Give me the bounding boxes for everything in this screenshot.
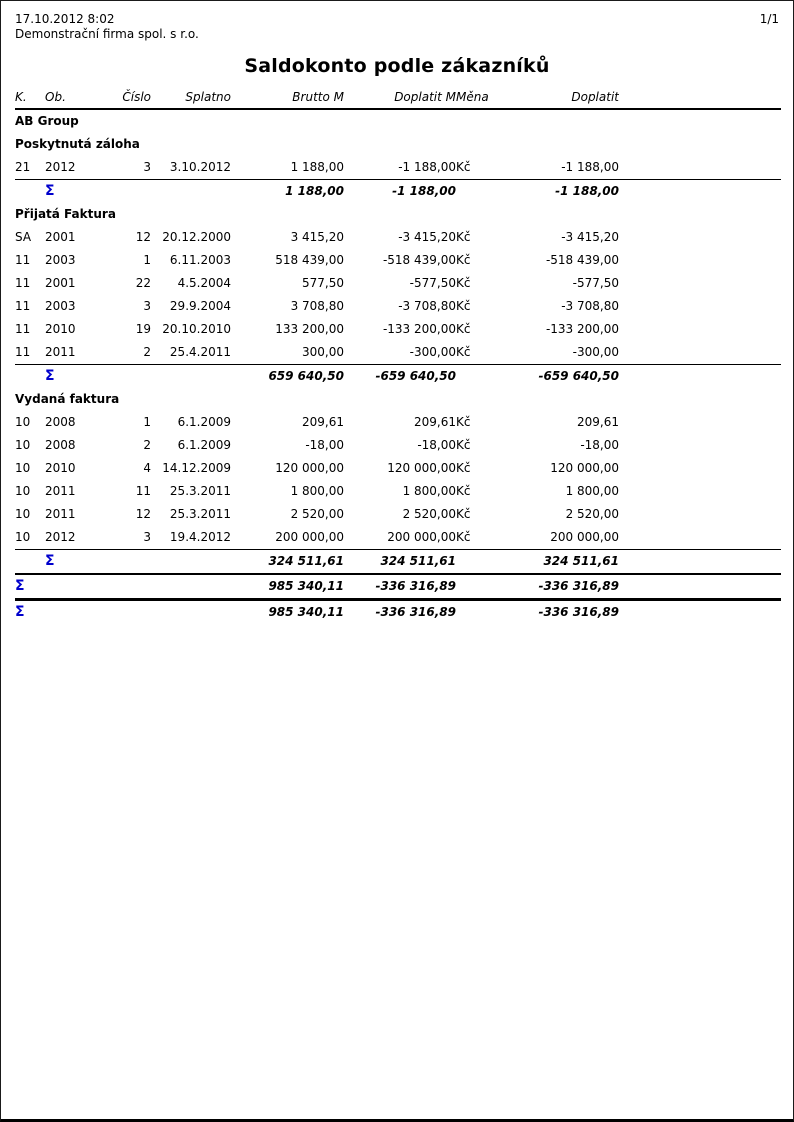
column-header-k: K.	[15, 88, 45, 109]
cell-k: 11	[15, 299, 31, 313]
section-sum-row	[15, 365, 781, 389]
sum-cell-mena	[456, 574, 511, 600]
cell-ob: 2011	[45, 507, 76, 521]
cell-mena: Kč	[456, 530, 471, 544]
table-header	[15, 88, 781, 109]
cell-brutto-m: 577,50	[302, 276, 344, 290]
header-row	[15, 88, 781, 109]
cell-mena: Kč	[456, 276, 471, 290]
cell-k: 10	[15, 530, 31, 544]
column-header-doplatit-m: Doplatit M	[344, 88, 456, 109]
cell-splatno: 19.4.2012	[169, 530, 231, 544]
cell-filler	[619, 526, 781, 550]
table-row	[15, 526, 781, 550]
cell-brutto-m: 518 439,00	[275, 253, 344, 267]
sum-cell-ob	[45, 574, 87, 600]
cell-brutto-m: 200 000,00	[275, 530, 344, 544]
cell-k: 11	[15, 253, 31, 267]
cell-brutto-m: 1 800,00	[290, 484, 344, 498]
cell-brutto-m: 209,61	[302, 415, 344, 429]
sum-cell-filler	[619, 180, 781, 204]
sum-cell-cislo	[87, 550, 151, 575]
cell-filler	[619, 503, 781, 526]
cell-brutto-m: 3 708,80	[290, 299, 344, 313]
cell-k: 10	[15, 507, 31, 521]
cell-brutto-m: 3 415,20	[290, 230, 344, 244]
table-row	[15, 341, 781, 365]
cell-k: 10	[15, 415, 31, 429]
table-body	[15, 109, 781, 624]
cell-cislo: 2	[143, 438, 151, 452]
sum-cell-ob	[45, 365, 87, 389]
sum-cell-mena	[456, 365, 511, 389]
sum-cell-mena	[456, 180, 511, 204]
cell-doplatit-m: -518 439,00	[382, 253, 456, 267]
sum-cell-ob	[45, 600, 87, 625]
sum-cell-brutto-m: 659 640,50	[231, 365, 344, 389]
cell-splatno: 6.11.2003	[169, 253, 231, 267]
sum-cell-ob	[45, 550, 87, 575]
cell-filler	[619, 226, 781, 249]
table-row	[15, 295, 781, 318]
cell-cislo: 22	[135, 276, 151, 290]
cell-k: 10	[15, 461, 31, 475]
cell-ob: 2010	[45, 322, 76, 336]
cell-k: 10	[15, 438, 31, 452]
sum-cell-doplatit: -336 316,89	[511, 600, 619, 625]
cell-mena: Kč	[456, 230, 471, 244]
cell-filler	[619, 318, 781, 341]
table-row	[15, 226, 781, 249]
cell-mena: Kč	[456, 322, 471, 336]
sum-sigma-icon: Σ	[45, 183, 55, 199]
cell-k: 11	[15, 345, 31, 359]
table-row	[15, 318, 781, 341]
sum-cell-cislo	[87, 180, 151, 204]
sum-cell-cislo	[87, 600, 151, 625]
cell-splatno: 6.1.2009	[177, 438, 231, 452]
sum-cell-k	[15, 180, 45, 204]
cell-k: 10	[15, 484, 31, 498]
sum-cell-k	[15, 550, 45, 575]
section-heading-row	[15, 388, 781, 411]
sum-cell-doplatit: -336 316,89	[511, 574, 619, 600]
cell-brutto-m: 120 000,00	[275, 461, 344, 475]
cell-doplatit-m: -18,00	[417, 438, 456, 452]
cell-cislo: 12	[135, 230, 151, 244]
sum-cell-mena	[456, 600, 511, 625]
cell-brutto-m: 1 188,00	[290, 160, 344, 174]
sum-cell-doplatit-m: -336 316,89	[344, 574, 456, 600]
sum-cell-ob	[45, 180, 87, 204]
cell-filler	[619, 434, 781, 457]
cell-cislo: 3	[143, 160, 151, 174]
cell-doplatit-m: 209,61	[414, 415, 456, 429]
cell-mena: Kč	[456, 415, 471, 429]
sum-cell-doplatit-m: 324 511,61	[344, 550, 456, 575]
column-header-splatno: Splatno	[151, 88, 231, 109]
sum-cell-splatno	[151, 574, 231, 600]
cell-cislo: 12	[135, 507, 151, 521]
column-header-brutto-m: Brutto M	[231, 88, 344, 109]
cell-brutto-m: -18,00	[305, 438, 344, 452]
cell-cislo: 1	[143, 415, 151, 429]
cell-k: 21	[15, 160, 31, 174]
cell-mena: Kč	[456, 299, 471, 313]
section-heading-row	[15, 203, 781, 226]
cell-splatno: 25.3.2011	[169, 484, 231, 498]
sum-cell-splatno	[151, 550, 231, 575]
cell-brutto-m: 300,00	[302, 345, 344, 359]
cell-doplatit: -577,50	[572, 276, 619, 290]
company-name: Demonstrační firma spol. s r.o.	[15, 27, 199, 41]
section-heading: Vydaná faktura	[15, 392, 120, 406]
cell-k: SA	[15, 230, 32, 244]
cell-ob: 2003	[45, 253, 76, 267]
cell-doplatit-m: 1 800,00	[402, 484, 456, 498]
table-row	[15, 480, 781, 503]
cell-doplatit: 120 000,00	[550, 461, 619, 475]
cell-splatno: 4.5.2004	[177, 276, 231, 290]
sum-cell-cislo	[87, 574, 151, 600]
column-header-doplatit: Doplatit	[511, 88, 619, 109]
cell-ob: 2010	[45, 461, 76, 475]
cell-doplatit-m: -3 415,20	[398, 230, 456, 244]
cell-cislo: 3	[143, 299, 151, 313]
cell-doplatit: -3 708,80	[561, 299, 619, 313]
cell-mena: Kč	[456, 484, 471, 498]
grand-sum-row	[15, 600, 781, 625]
cell-mena: Kč	[456, 253, 471, 267]
sum-cell-doplatit: -1 188,00	[511, 180, 619, 204]
section-heading-row	[15, 133, 781, 156]
cell-mena: Kč	[456, 160, 471, 174]
cell-splatno: 3.10.2012	[169, 160, 231, 174]
section-heading: Přijatá Faktura	[15, 207, 116, 221]
cell-doplatit-m: -3 708,80	[398, 299, 456, 313]
section-heading: Poskytnutá záloha	[15, 137, 140, 151]
cell-doplatit-m: -133 200,00	[382, 322, 456, 336]
table-row	[15, 457, 781, 480]
sum-cell-doplatit-m: -659 640,50	[344, 365, 456, 389]
cell-doplatit: 1 800,00	[565, 484, 619, 498]
cell-filler	[619, 480, 781, 503]
column-header-filler	[619, 88, 781, 109]
cell-mena: Kč	[456, 461, 471, 475]
cell-doplatit: -3 415,20	[561, 230, 619, 244]
cell-mena: Kč	[456, 345, 471, 359]
cell-splatno: 29.9.2004	[169, 299, 231, 313]
table-row	[15, 434, 781, 457]
cell-filler	[619, 272, 781, 295]
sum-cell-k	[15, 365, 45, 389]
cell-ob: 2011	[45, 345, 76, 359]
cell-doplatit-m: -300,00	[409, 345, 456, 359]
column-header-cislo: Číslo	[87, 88, 151, 109]
customer-sum-row	[15, 574, 781, 600]
sum-cell-mena	[456, 550, 511, 575]
cell-filler	[619, 295, 781, 318]
cell-doplatit-m: 2 520,00	[402, 507, 456, 521]
cell-doplatit: -518 439,00	[545, 253, 619, 267]
cell-filler	[619, 249, 781, 272]
sum-sigma-icon: Σ	[15, 604, 25, 620]
cell-doplatit-m: 200 000,00	[387, 530, 456, 544]
cell-splatno: 20.12.2000	[162, 230, 231, 244]
table-row	[15, 411, 781, 434]
sum-cell-doplatit-m: -1 188,00	[344, 180, 456, 204]
cell-ob: 2001	[45, 276, 76, 290]
cell-filler	[619, 411, 781, 434]
sum-cell-splatno	[151, 180, 231, 204]
column-header-mena: Měna	[456, 88, 511, 109]
sum-cell-brutto-m: 985 340,11	[231, 574, 344, 600]
sum-cell-brutto-m: 985 340,11	[231, 600, 344, 625]
cell-filler	[619, 156, 781, 180]
page-number: 1/1	[759, 12, 779, 26]
cell-cislo: 11	[135, 484, 151, 498]
cell-splatno: 6.1.2009	[177, 415, 231, 429]
cell-ob: 2012	[45, 530, 76, 544]
report-table	[15, 88, 781, 624]
cell-mena: Kč	[456, 438, 471, 452]
cell-ob: 2001	[45, 230, 76, 244]
table-row	[15, 156, 781, 180]
cell-splatno: 25.3.2011	[169, 507, 231, 521]
sum-cell-brutto-m: 324 511,61	[231, 550, 344, 575]
cell-doplatit-m: 120 000,00	[387, 461, 456, 475]
cell-brutto-m: 133 200,00	[275, 322, 344, 336]
sum-cell-filler	[619, 365, 781, 389]
cell-ob: 2011	[45, 484, 76, 498]
cell-doplatit: -1 188,00	[561, 160, 619, 174]
column-header-ob: Ob.	[45, 88, 87, 109]
cell-cislo: 3	[143, 530, 151, 544]
cell-splatno: 25.4.2011	[169, 345, 231, 359]
cell-ob: 2003	[45, 299, 76, 313]
cell-k: 11	[15, 322, 31, 336]
sum-cell-filler	[619, 600, 781, 625]
cell-doplatit: 200 000,00	[550, 530, 619, 544]
cell-doplatit: -300,00	[572, 345, 619, 359]
sum-cell-doplatit-m: -336 316,89	[344, 600, 456, 625]
table-row	[15, 503, 781, 526]
section-sum-row	[15, 550, 781, 575]
cell-doplatit: -18,00	[580, 438, 619, 452]
sum-sigma-icon: Σ	[15, 578, 25, 594]
cell-ob: 2008	[45, 415, 76, 429]
cell-doplatit: -133 200,00	[545, 322, 619, 336]
report-title: Saldokonto podle zákazníků	[244, 55, 550, 77]
cell-k: 11	[15, 276, 31, 290]
sum-cell-brutto-m: 1 188,00	[231, 180, 344, 204]
sum-cell-doplatit: 324 511,61	[511, 550, 619, 575]
section-sum-row	[15, 180, 781, 204]
cell-mena: Kč	[456, 507, 471, 521]
sum-cell-splatno	[151, 600, 231, 625]
table-row	[15, 272, 781, 295]
customer-group-heading-row	[15, 109, 781, 133]
sum-sigma-icon: Σ	[45, 368, 55, 384]
cell-ob: 2008	[45, 438, 76, 452]
sum-cell-doplatit: -659 640,50	[511, 365, 619, 389]
sum-cell-k	[15, 600, 45, 625]
cell-doplatit-m: -1 188,00	[398, 160, 456, 174]
cell-cislo: 4	[143, 461, 151, 475]
cell-ob: 2012	[45, 160, 76, 174]
sum-cell-k	[15, 574, 45, 600]
cell-doplatit: 2 520,00	[565, 507, 619, 521]
cell-doplatit-m: -577,50	[409, 276, 456, 290]
page-header	[1, 1, 793, 42]
sum-cell-cislo	[87, 365, 151, 389]
cell-doplatit: 209,61	[577, 415, 619, 429]
customer-group-heading: AB Group	[15, 114, 79, 128]
cell-cislo: 19	[135, 322, 151, 336]
cell-filler	[619, 457, 781, 480]
header-left	[15, 12, 199, 42]
cell-splatno: 20.10.2010	[162, 322, 231, 336]
cell-filler	[619, 341, 781, 365]
cell-brutto-m: 2 520,00	[290, 507, 344, 521]
sum-cell-splatno	[151, 365, 231, 389]
cell-cislo: 2	[143, 345, 151, 359]
sum-cell-filler	[619, 574, 781, 600]
cell-cislo: 1	[143, 253, 151, 267]
cell-splatno: 14.12.2009	[162, 461, 231, 475]
sum-sigma-icon: Σ	[45, 553, 55, 569]
table-row	[15, 249, 781, 272]
sum-cell-filler	[619, 550, 781, 575]
report-datetime: 17.10.2012 8:02	[15, 12, 115, 26]
